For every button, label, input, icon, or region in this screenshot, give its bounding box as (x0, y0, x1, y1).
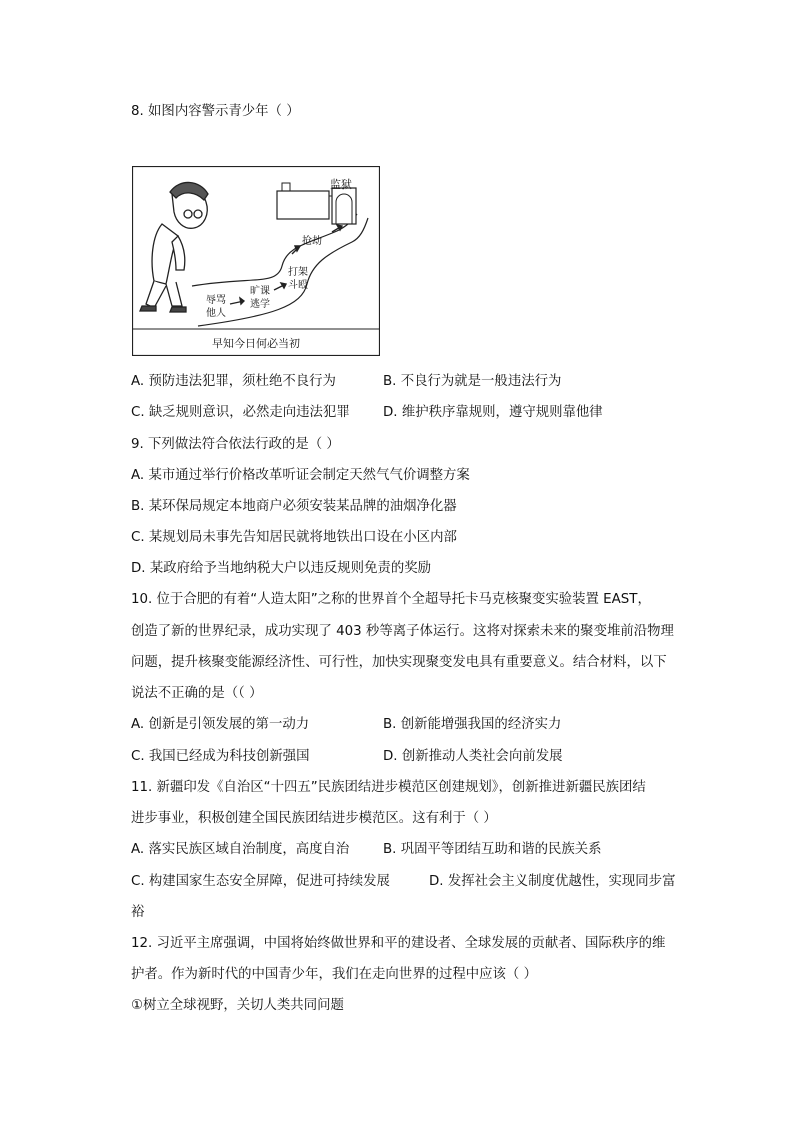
q10-stem-line-4: 说法不正确的是（（ ） (131, 686, 263, 701)
q11-option-a: A. 落实民族区域自治制度，高度自治 (131, 842, 350, 857)
q10-option-c: C. 我国已经成为科技创新强国 (131, 749, 310, 764)
q8-option-b: B. 不良行为就是一般违法行为 (383, 374, 562, 389)
q9-option-a: A. 某市通过举行价格改革听证会制定天然气气价调整方案 (131, 468, 470, 483)
step-label-insult-2: 他人 (206, 308, 226, 319)
q8-option-a: A. 预防违法犯罪，须杜绝不良行为 (131, 374, 336, 389)
q12-item-1: ①树立全球视野，关切人类共同问题 (131, 998, 344, 1013)
q12-stem-line-1: 12. 习近平主席强调，中国将始终做世界和平的建设者、全球发展的贡献者、国际秩序的维 (131, 936, 666, 951)
q9-option-d: D. 某政府给予当地纳税大户以违反规则免责的奖励 (131, 561, 432, 576)
q10-stem-line-1: 10. 位于合肥的有着“人造太阳”之称的世界首个全超导托卡马克核聚变实验装置 EAST， (131, 592, 651, 607)
q9-option-c: C. 某规划局未事先告知居民就将地铁出口设在小区内部 (131, 530, 457, 545)
q8-stem: 8. 如图内容警示青少年（ ） (131, 104, 300, 119)
q11-stem-line-1: 11. 新疆印发《自治区“十四五”民族团结进步模范区创建规划》，创新推进新疆民族团结 (131, 780, 646, 795)
q10-option-d: D. 创新推动人类社会向前发展 (383, 749, 563, 764)
q10-stem-line-3: 问题，提升核聚变能源经济性、可行性，加快实现聚变发电具有重要意义。结合材料，以下 (131, 655, 667, 670)
step-label-truancy-2: 逃学 (250, 299, 270, 310)
q12-stem-line-2: 护者。作为新时代的中国青少年，我们在走向世界的过程中应该（ ） (131, 967, 537, 982)
q9-stem: 9. 下列做法符合依法行政的是（ ） (131, 437, 340, 452)
step-label-fight-1: 打架 (288, 267, 308, 278)
q8-option-d: D. 维护秩序靠规则，遵守规则靠他律 (383, 405, 603, 420)
figure-caption: 早知今日何必当初 (212, 337, 300, 350)
q9-option-b: B. 某环保局规定本地商户必须安装某品牌的油烟净化器 (131, 499, 457, 514)
step-label-truancy-1: 旷课 (250, 286, 270, 297)
q11-option-b: B. 巩固平等团结互助和谐的民族关系 (383, 842, 602, 857)
step-label-robbery: 抢劫 (302, 236, 322, 247)
q10-option-a: A. 创新是引领发展的第一动力 (131, 717, 310, 732)
prison-label: 监狱 (330, 178, 352, 191)
q11-stem-line-2: 进步事业，积极创建全国民族团结进步模范区。这有利于（ ） (131, 811, 497, 826)
q11-option-d: D. 发挥社会主义制度优越性，实现同步富 (429, 874, 676, 889)
q8-cartoon-figure (132, 166, 380, 356)
q10-option-b: B. 创新能增强我国的经济实力 (383, 717, 562, 732)
q11-option-c: C. 构建国家生态安全屏障，促进可持续发展 (131, 874, 390, 889)
q11-option-d-continued: 裕 (131, 905, 145, 920)
q10-stem-line-2: 创造了新的世界纪录，成功实现了 403 秒等离子体运行。这将对探索未来的聚变堆前沿物理 (131, 624, 674, 639)
step-label-insult-1: 辱骂 (206, 295, 226, 306)
step-label-fight-2: 斗殴 (288, 280, 308, 291)
q8-option-c: C. 缺乏规则意识，必然走向违法犯罪 (131, 405, 350, 420)
